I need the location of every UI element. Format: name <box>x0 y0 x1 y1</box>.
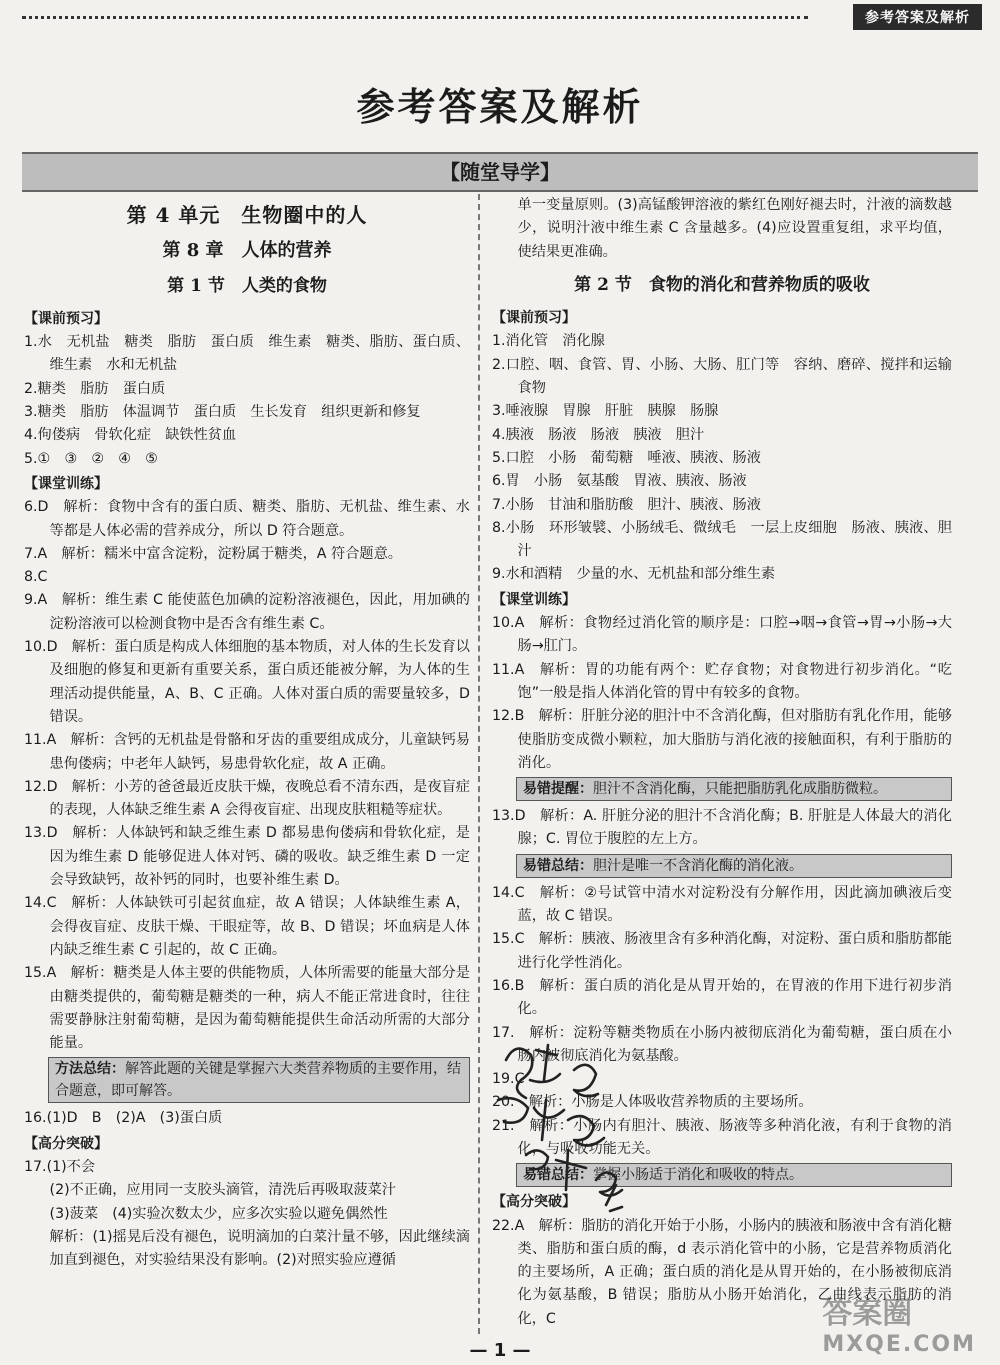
answer-item: 解析：(1)摇晃后没有褪色，说明滴加的白菜汁量不够，因此继续滴加直到褪色，对实验结果没有影响。(2)对照实验应遵循 <box>49 1228 470 1269</box>
answer-item: 12.D 解析：小芳的爸爸最近皮肤干燥，夜晚总看不清东西，是夜盲症的表现，人体缺乏维生素 A 会得夜盲症、出现皮肤粗糙等症状。 <box>24 778 470 819</box>
answer-item: 8.C <box>24 569 48 586</box>
answer-item: 5.口腔 小肠 葡萄糖 唾液、胰液、肠液 <box>492 449 761 466</box>
tip-label: 易错总结： <box>523 857 593 874</box>
answer-item: 4.胰液 肠液 肠液 胰液 胆汁 <box>492 426 705 443</box>
answer-item: 7.小肠 甘油和脂肪酸 胆汁、胰液、肠液 <box>492 496 761 513</box>
watermark-url: MXQE.COM <box>822 1332 976 1357</box>
answer-item: 20. 解析：小肠是人体吸收营养物质的主要场所。 <box>492 1094 813 1111</box>
answer-item: 2.糖类 脂肪 蛋白质 <box>24 380 166 397</box>
answer-item: 16.B 解析：蛋白质的消化是从胃开始的，在胃液的作用下进行初步消化。 <box>492 977 952 1018</box>
header-dotted-rule <box>22 6 808 20</box>
answer-item: 9.A 解析：维生素 C 能使蓝色加碘的淀粉溶液褪色，因此，用加碘的淀粉溶液可以检测食物中是否含有维生素 C。 <box>24 592 470 632</box>
answer-item: 17.(1)不会 <box>24 1158 96 1175</box>
answer-item: 13.D 解析：人体缺钙和缺乏维生素 D 都易患佝偻病和骨软化症，是因为维生素 D 能够促进人体对钙、磷的吸收。缺乏维生素 D 一定会导致缺钙，故补钙的同时，也要补维生素 D。 <box>24 825 470 889</box>
answer-item: 4.佝偻病 骨软化症 缺铁性贫血 <box>24 427 237 444</box>
answer-item: 1.消化管 消化腺 <box>492 333 605 350</box>
answer-item: 14.C 解析：②号试管中清水对淀粉没有分解作用，因此滴加碘液后变蓝，故 C 错误。 <box>492 884 952 925</box>
subsection-label: 【课前预习】 <box>492 310 576 327</box>
tip-box <box>516 777 952 801</box>
handwriting-scribble <box>486 1030 656 1220</box>
answer-continuation: 单一变量原则。(3)高锰酸钾溶液的紫红色刚好褪去时，汁液的滴数越少，说明汁液中维生素 C 含量越多。(4)应设置重复组，求平均值，使结果更准确。 <box>517 197 952 260</box>
column-divider <box>478 194 480 1334</box>
tip-box <box>48 1057 470 1103</box>
header-tag: 参考答案及解析 <box>853 4 982 30</box>
answer-item: 6.D 解析：食物中含有的蛋白质、糖类、脂肪、无机盐、维生素、水等都是人体必需的营养成分，所以 D 符合题意。 <box>24 499 470 539</box>
answer-item: 3.唾液腺 胃腺 肝脏 胰腺 肠腺 <box>492 403 719 420</box>
watermark-logo <box>822 1288 976 1357</box>
subsection-label: 【课堂训练】 <box>24 475 108 492</box>
tip-label: 易错提醒： <box>523 781 593 798</box>
answer-item: 19.C <box>492 1071 525 1088</box>
section-heading: 第 1 节 人类的食物 <box>167 275 327 296</box>
answer-item: 13.D 解析：A. 肝脏分泌的胆汁不含消化酶；B. 肝脏是人体最大的消化腺；C. 胃位于腹腔的左上方。 <box>492 808 952 848</box>
answer-item: 15.A 解析：糖类是人体主要的供能物质，人体所需要的能量大部分是由糖类提供的，葡萄糖是糖类的一种，病人不能正常进食时，往往需要静脉注射葡萄糖，是因为葡萄糖能提供生命活动所需的大部分能量。 <box>24 965 470 1052</box>
tip-text: 解答此题的关键是掌握六大类营养物质的主要作用，结合题意，即可解答。 <box>55 1061 461 1100</box>
answer-item: 1.水 无机盐 糖类 脂肪 蛋白质 维生素 糖类、脂肪、蛋白质、维生素 水和无机盐 <box>24 334 470 374</box>
answer-item: 12.B 解析：肝脏分泌的胆汁中不含消化酶，但对脂肪有乳化作用，能够使脂肪变成微小颗粒，加大脂肪与消化液的接触面积，有利于脂肪的消化。 <box>492 708 952 771</box>
answer-item: 17. 解析：淀粉等糖类物质在小肠内被彻底消化为葡萄糖，蛋白质在小肠内被彻底消化为氨基酸。 <box>492 1024 952 1064</box>
tip-text: 胆汁是唯一不含消化酶的消化液。 <box>593 857 803 874</box>
answer-item: 5.① ③ ② ④ ⑤ <box>24 450 158 467</box>
answer-item: 21. 解析：小肠内有胆汁、胰液、肠液等多种消化液，有利于食物的消化，与吸收功能无关。 <box>492 1117 952 1157</box>
subsection-label: 【课前预习】 <box>24 310 108 327</box>
answer-item: 6.胃 小肠 氨基酸 胃液、胰液、肠液 <box>492 473 747 490</box>
chapter-heading: 第 8 章 人体的营养 <box>162 240 332 262</box>
left-column <box>24 194 470 1272</box>
subsection-label: 【高分突破】 <box>492 1194 576 1211</box>
answer-item: 10.A 解析：食物经过消化管的顺序是：口腔→咽→食管→胃→小肠→大肠→肛门。 <box>492 615 952 655</box>
tip-label: 方法总结： <box>55 1061 125 1078</box>
answer-item: 7.A 解析：糯米中富含淀粉，淀粉属于糖类，A 符合题意。 <box>24 545 402 562</box>
answer-item: (3)菠菜 (4)实验次数太少，应多次实验以避免偶然性 <box>49 1205 388 1222</box>
tip-text: 胆汁不含消化酶，只能把脂肪乳化成脂肪微粒。 <box>593 781 887 798</box>
page-number: — 1 — <box>469 1340 531 1361</box>
answer-item: 3.糖类 脂肪 体温调节 蛋白质 生长发育 组织更新和修复 <box>24 404 421 421</box>
answer-item: 11.A 解析：胃的功能有两个：贮存食物；对食物进行初步消化。“吃饱”一般是指人体消化管的胃中有较多的食物。 <box>492 661 952 701</box>
subsection-label: 【高分突破】 <box>24 1135 108 1152</box>
section-heading: 第 2 节 食物的消化和营养物质的吸收 <box>574 274 870 295</box>
answer-item: 2.口腔、咽、食管、胃、小肠、大肠、肛门等 容纳、磨碎、搅拌和运输食物 <box>492 356 952 397</box>
watermark-text: 答案圈 <box>822 1296 913 1331</box>
tip-text: 掌握小肠适于消化和吸收的特点。 <box>593 1167 803 1184</box>
unit-heading: 第 4 单元 生物圈中的人 <box>126 203 368 227</box>
answer-item: 16.(1)D B (2)A (3)蛋白质 <box>24 1110 223 1127</box>
answer-item: 11.A 解析：含钙的无机盐是骨骼和牙齿的重要组成成分，儿童缺钙易患佝偻病；中老年人缺钙，易患骨软化症，故 A 正确。 <box>24 732 470 772</box>
answer-item: 8.小肠 环形皱襞、小肠绒毛、微绒毛 一层上皮细胞 肠液、胰液、胆汁 <box>492 519 952 560</box>
subsection-label: 【课堂训练】 <box>492 591 576 608</box>
answer-item: 22.A 解析：脂肪的消化开始于小肠，小肠内的胰液和肠液中含有消化糖类、脂肪和蛋白质的酶，d 表示消化管中的小肠，它是营养物质消化的主要场所，A 正确；蛋白质的消化是从胃开始的，在小肠被彻底消化为氨基酸，B 错误；脂肪从小肠开始消化，乙曲线表示脂肪的消化，C <box>492 1217 952 1327</box>
answer-item: 9.水和酒精 少量的水、无机盐和部分维生素 <box>492 566 776 583</box>
answer-item: 10.D 解析：蛋白质是构成人体细胞的基本物质，对人体的生长发育以及细胞的修复和更新有重要关系，蛋白质还能被分解，为人体的生理活动提供能量，A、B、C 正确。人体对蛋白质的需要量较多，D 错误。 <box>24 639 470 725</box>
tip-box <box>516 854 952 878</box>
section-band: 【随堂导学】 <box>22 152 978 192</box>
tip-label: 易错总结： <box>523 1167 593 1184</box>
answer-item: 14.C 解析：人体缺铁可引起贫血症，故 A 错误；人体缺维生素 A，会得夜盲症、皮肤干燥、干眼症等，故 B、D 错误；坏血病是人体内缺乏维生素 C 引起的，故 C 正确。 <box>24 895 470 958</box>
answer-item: 15.C 解析：胰液、肠液里含有多种消化酶，对淀粉、蛋白质和脂肪都能进行化学性消化。 <box>492 931 952 971</box>
answer-item: (2)不正确，应用同一支胶头滴管，清洗后再吸取菠菜汁 <box>49 1182 396 1199</box>
page-title: 参考答案及解析 <box>356 84 644 129</box>
